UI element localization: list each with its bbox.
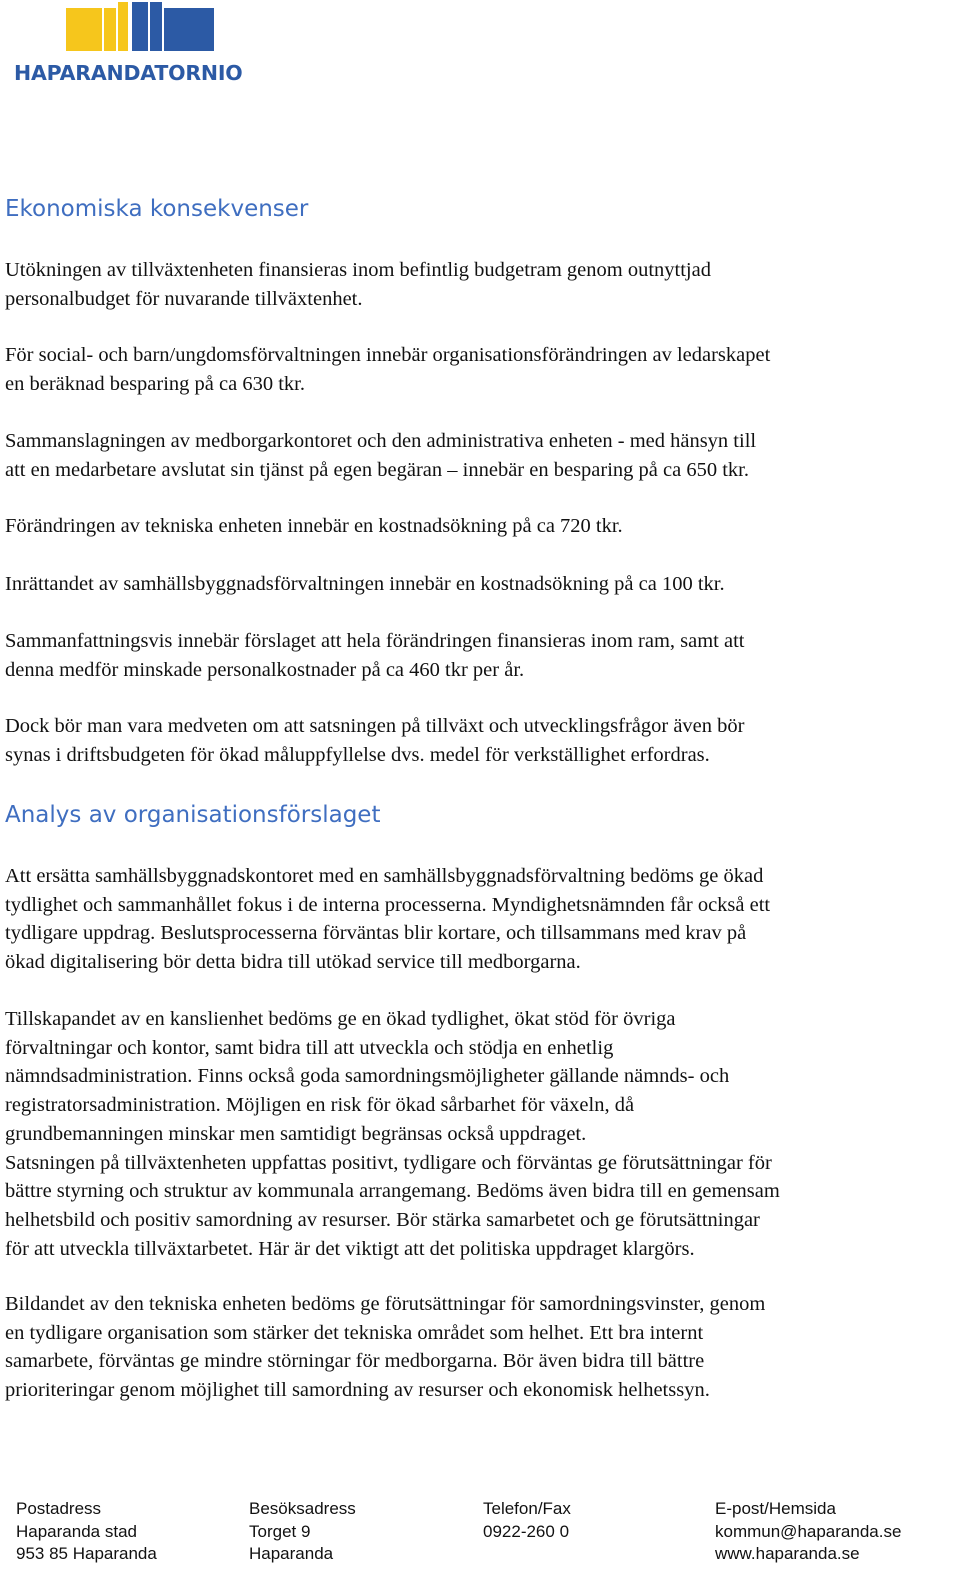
website-link[interactable]: www.haparanda.se [715, 1544, 860, 1563]
page-footer [0, 1498, 960, 1593]
paragraph: Bildandet av den tekniska enheten bedöms ge förutsättningar för samordningsvinster, genom en tydligare organisation som stärker det tekniska området som helhet. Ett bra internt samarbete, förväntas ge mindre störningar för medborgarna. Bör även bidra till bättre prioriteringar genom möjlighet till samordning av resurser och ekonomisk helhetssyn. [5, 1293, 766, 1402]
paragraph: Dock bör man vara medveten om att satsningen på tillväxt och utvecklingsfrågor även bör synas i driftsbudgeten för ökad måluppfyllelse dvs. medel för verkställighet erfordras. [5, 715, 745, 766]
paragraph: Förändringen av tekniska enheten innebär en kostnadsökning på ca 720 tkr. [5, 515, 623, 537]
logo-mark-icon [14, 2, 284, 58]
email-link[interactable]: kommun@haparanda.se [715, 1521, 902, 1541]
paragraph: Sammanfattningsvis innebär förslaget att hela förändringen finansieras inom ram, samt att denna medför minskade personalkostnader på ca 460 tkr per år. [5, 630, 745, 681]
footer-email-website: E-post/Hemsida kommun@haparanda.se www.haparanda.se [715, 1498, 901, 1566]
section-heading-economic: Ekonomiska konsekvenser [5, 196, 309, 222]
paragraph: Tillskapandet av en kanslienhet bedöms ge en ökad tydlighet, ökat stöd för övriga förvaltningar och kontor, samt bidra till att utveckla och stödja en enhetlig nämndsadministration. Finns också goda samordningsmöjligheter gällande nämnds- och registratorsadministration. Möjligen en risk för ökad sårbarhet för växeln, då grundbemanningen minskar men samtidigt begränsas också uppdraget. Satsningen på tillväxtenheten uppfattas positivt, tydligare och förväntas ge förutsättningar för bättre styrning och struktur av kommunala arrangemang. Bedöms även bidra till en gemensam helhetsbild och positiv samordning av resurser. Bör stärka samarbetet och ge förutsättningar för att utveckla tillväxtarbetet. Här är det viktigt att det politiska uppdraget klargörs. [5, 1008, 780, 1260]
logo-wordmark: HAPARANDATORNIO [14, 61, 243, 85]
paragraph: Inrättandet av samhällsbyggnadsförvaltningen innebär en kostnadsökning på ca 100 tkr. [5, 573, 725, 595]
footer-phone-fax: Telefon/Fax 0922-260 0 [483, 1499, 571, 1541]
paragraph: Sammanslagningen av medborgarkontoret och den administrativa enheten - med hänsyn till att en medarbetare avslutat sin tjänst på egen begäran – innebär en besparing på ca 650 tkr. [5, 430, 757, 481]
haparandatornio-logo [14, 2, 284, 84]
paragraph: Utökningen av tillväxtenheten finansieras inom befintlig budgetram genom outnyttjad personalbudget för nuvarande tillväxtenhet. [5, 259, 711, 310]
paragraph: Att ersätta samhällsbyggnadskontoret med en samhällsbyggnadsförvaltning bedöms ge ökad tydlighet och sammanhållet fokus i de interna processerna. Myndighetsnämnden får också ett tydligare uppdrag. Beslutsprocesserna förväntas blir kortare, och tillsammans med krav på ökad digitalisering bör detta bidra till utökad service till medborgarna. [5, 865, 771, 974]
footer-postal-address: Postadress Haparanda stad 953 85 Haparanda [16, 1499, 157, 1563]
paragraph: För social- och barn/ungdomsförvaltningen innebär organisationsförändringen av ledarskapet en beräknad besparing på ca 630 tkr. [5, 344, 771, 395]
section-heading-analysis: Analys av organisationsförslaget [5, 802, 381, 828]
footer-visiting-address: Besöksadress Torget 9 Haparanda [249, 1499, 356, 1563]
